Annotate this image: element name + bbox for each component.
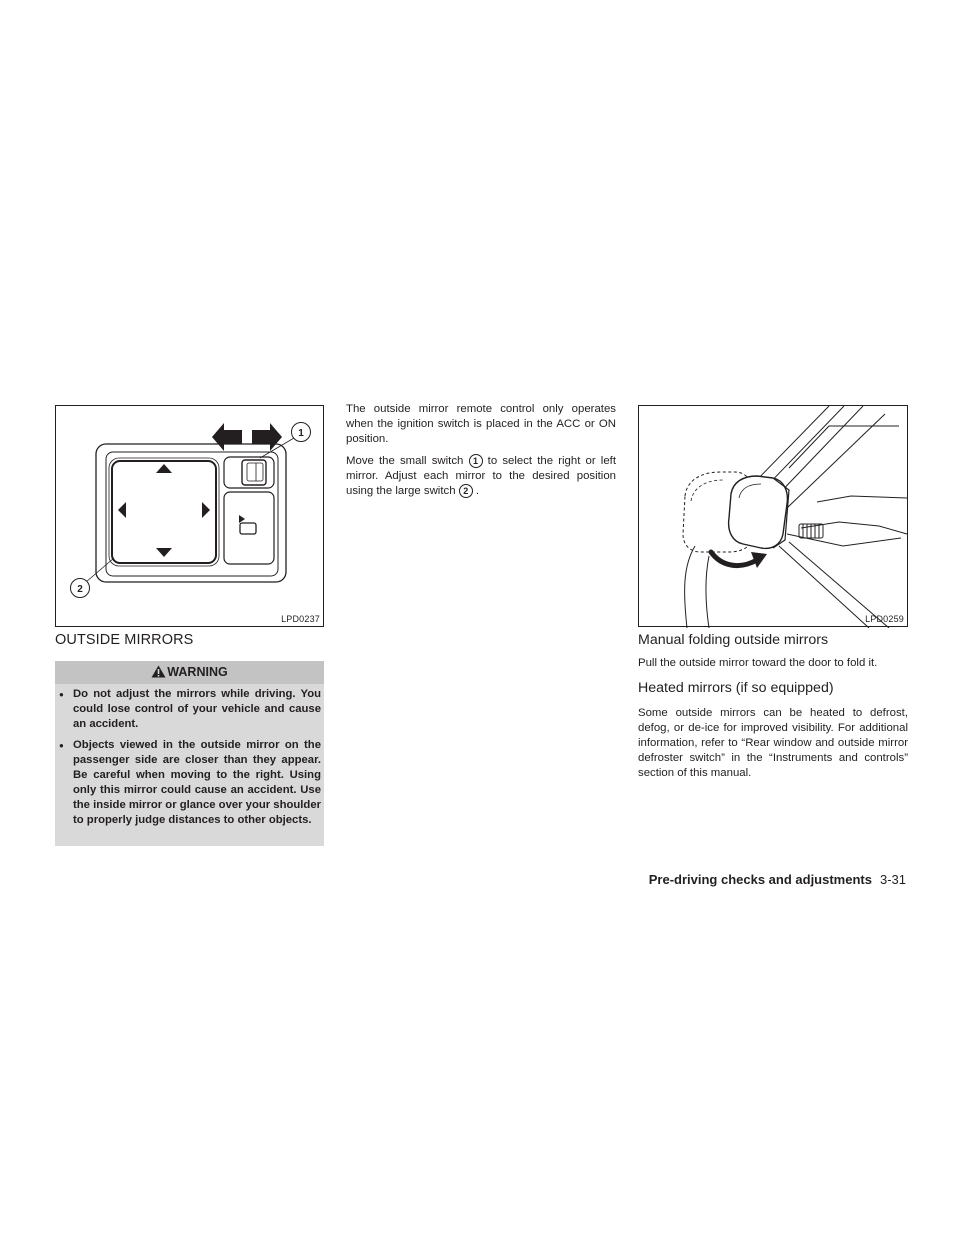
large-switch-arrows [118,464,210,557]
text-run: . [475,485,480,497]
callout-1: 1 [298,428,304,439]
warning-list [55,687,324,828]
text-run: Move the small switch [346,455,464,467]
warning-item: ● Objects viewed in the outside mirror on the passenger side are closer than they appear. Be careful when moving to the right. Using only this mirror could cause an accident. Use the inside mirror or glance over your shoulder to properly judge distances to other objects. [55,738,324,828]
warning-item: ● Do not adjust the mirrors while driving. You could lose control of your vehicle and cause an accident. [55,687,324,732]
manual-folding-title: Manual folding outside mirrors [638,632,829,648]
page-number: 3-31 [879,872,906,887]
callout-2: 2 [77,584,83,595]
figure-code: LPD0259 [865,614,904,624]
figure-code: LPD0237 [281,614,320,624]
heated-mirrors-title: Heated mirrors (if so equipped) [638,680,834,696]
left-right-arrows-icon [212,423,282,451]
fold-direction-arrow-icon [711,552,767,568]
callout-1-ref: 1 [469,454,483,468]
footer-section: Pre-driving checks and adjustments [648,872,872,887]
page-footer [649,872,906,887]
manual-folding-text: Pull the outside mirror toward the door to fold it. [638,657,878,669]
warning-triangle-icon [151,665,166,678]
paragraph-ignition: The outside mirror remote control only operates when the ignition switch is placed in the ACC or ON position. [346,403,616,445]
warning-label: WARNING [167,665,228,679]
warning-box [55,661,324,846]
heated-mirrors-text: Some outside mirrors can be heated to defrost, defog, or de-ice for improved visibility. For additional information, refer to “Rear window and outside mirror defroster switch” in the “Instruments and controls” section of this manual. [638,707,908,779]
section-title: OUTSIDE MIRRORS [55,632,194,648]
warning-heading [55,661,324,684]
folding-mirror-figure [638,405,908,627]
mirror-button-icon [239,515,256,534]
folding-mirror-illustration [639,406,909,628]
paragraph-switches [346,454,616,499]
text-run: to select the right or left mirror. Adjust each mirror to the desired position using the large switch [346,455,616,497]
callout-2-ref: 2 [459,484,473,498]
mirror-switch-illustration [56,406,325,628]
mirror-switch-figure [55,405,324,627]
